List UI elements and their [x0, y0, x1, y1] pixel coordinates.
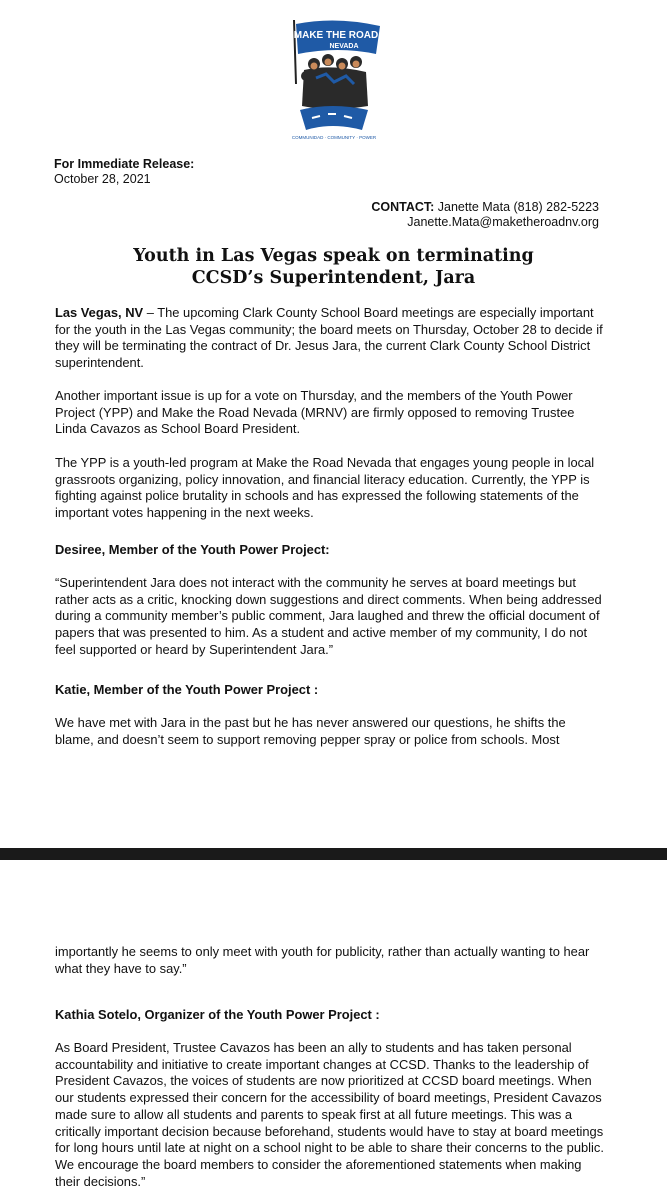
contact-phone: Janette Mata (818) 282-5223 — [437, 200, 599, 214]
release-date: October 28, 2021 — [54, 172, 151, 186]
release-label: For Immediate Release: — [54, 157, 195, 171]
quote-kathia: As Board President, Trustee Cavazos has been an ally to students and has taken personal accountability and initiative to create important changes at CCSD. Thanks to the leadership of President Cavazos, the voices of students are now prioritized at CCSD board meetings. When our students expressed their concern for the accessibility of board meetings, President Cavazos made sure to allow all students and parents to speak first at all future meetings. This was a critically important decision because beforehand, students would have to stay at board meetings for long hours until late at night on a school night to be able to share their concerns to the public. We encourage the board members to consider the aforementioned statements when making their decisions.” — [55, 1040, 604, 1189]
paragraph-1-text: – The upcoming Clark County School Board meetings are especially important for the youth in the Las Vegas community; the board meets on Thursday, October 28 to decide if they will be terminating the contract of Dr. Jesus Jara, the current Clark County School District superintendent. — [55, 305, 603, 371]
quote-katie-part1: We have met with Jara in the past but he has never answered our questions, he shifts the blame, and doesn’t seem to support removing pepper spray or police from schools. Most — [55, 715, 566, 747]
headline — [0, 245, 667, 289]
heading-katie: Katie, Member of the Youth Power Project : — [55, 682, 319, 697]
logo-line1: MAKE THE ROAD — [293, 30, 379, 41]
headline-line2: CCSD’s Superintendent, Jara — [191, 268, 476, 288]
paragraph-3: The YPP is a youth-led program at Make the Road Nevada that engages young people in local grassroots organizing, policy innovation, and financial literacy education. Currently, the YPP is fighting against police brutality in schools and has expressed the following statements of the important votes happening in the next weeks. — [55, 455, 595, 521]
heading-desiree: Desiree, Member of the Youth Power Project: — [55, 542, 330, 557]
logo-line2: NEVADA — [329, 43, 359, 50]
paragraph-1 — [55, 305, 607, 372]
heading-kathia: Kathia Sotelo, Organizer of the Youth Power Project : — [55, 1007, 380, 1022]
contact-label: CONTACT: — [371, 200, 435, 214]
page-break-bar — [0, 848, 667, 860]
contact-block — [371, 200, 599, 230]
make-the-road-nevada-logo — [276, 14, 388, 144]
headline-line1: Youth in Las Vegas speak on terminating — [133, 246, 534, 266]
release-block — [54, 157, 194, 187]
quote-katie-part2: importantly he seems to only meet with youth for publicity, rather than actually wanting to hear what they have to say.” — [55, 944, 590, 976]
logo-tagline: COMMUNIDAD · COMMUNITY · POWER — [291, 135, 377, 140]
quote-desiree: “Superintendent Jara does not interact with the community he serves at board meetings but rather acts as a critic, knocking down suggestions and direct comments. When being addressed during a community member’s public comment, Jara laughed and threw the official document of papers that was presented to him. As a student and active member of my community, I do not feel supported or heard by Superintendent Jara.” — [55, 575, 602, 657]
paragraph-2: Another important issue is up for a vote on Thursday, and the members of the Youth Power Project (YPP) and Make the Road Nevada (MRNV) are firmly opposed to removing Trustee Linda Cavazos as School Board President. — [55, 388, 575, 437]
dateline: Las Vegas, NV — [55, 305, 144, 320]
contact-email: Janette.Mata@maketheroadnv.org — [407, 215, 599, 229]
logo-graphic — [276, 14, 388, 144]
